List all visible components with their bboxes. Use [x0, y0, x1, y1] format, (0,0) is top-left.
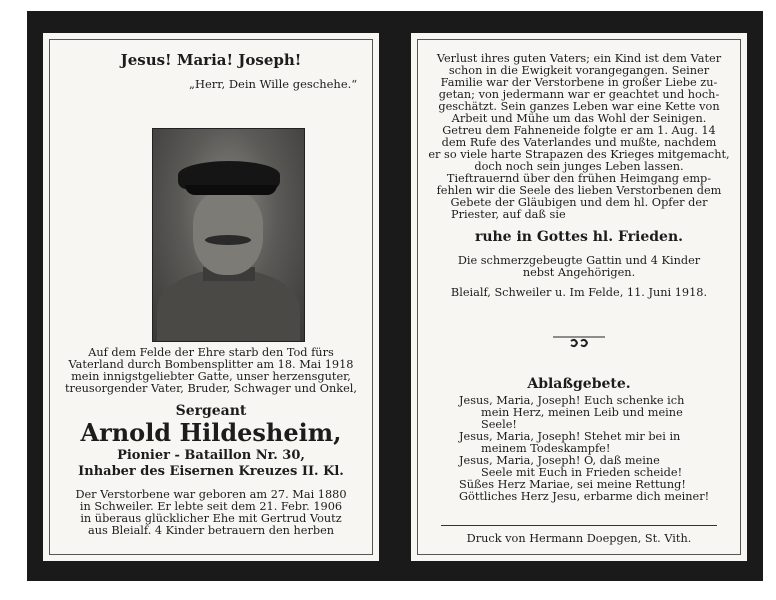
- text-line: schon in die Ewigkeit vorangegangen. Seiner: [448, 64, 710, 77]
- intro-line: Auf dem Felde der Ehre starb den Tod fürs: [88, 346, 334, 359]
- text-line: Tieftrauernd über den frühen Heimgang emp-: [446, 172, 712, 185]
- text-line: Gebete der Gläubigen und dem hl. Opfer der: [450, 196, 708, 209]
- place-date: Bleialf, Schweiler u. Im Felde, 11. Juni 1918.: [450, 286, 708, 299]
- text-line: dem Rufe des Vaterlandes und mußte, nachdem: [441, 136, 717, 149]
- peace-line: ruhe in Gottes hl. Frieden.: [474, 229, 684, 245]
- text-line: Getreu dem Fahneneide folgte er am 1. Aug. 14: [442, 124, 716, 137]
- bio-line: aus Bleialf. 4 Kinder betrauern den herben: [87, 524, 335, 537]
- rank: Sergeant: [175, 403, 247, 419]
- printer-credit: Druck von Hermann Doepgen, St. Vith.: [466, 532, 692, 545]
- text-line: doch noch sein junges Leben lassen.: [474, 160, 684, 173]
- text-line: getan; von jedermann war er geachtet und hoch-: [438, 88, 720, 101]
- text-line: er so viele harte Strapazen des Krieges mitgemacht,: [428, 148, 730, 161]
- right-panel: [411, 33, 747, 561]
- prayer-line: Göttliches Herz Jesu, erbarme dich meiner!: [459, 490, 710, 503]
- prayer-line: Jesus, Maria, Joseph! Euch schenke ich: [459, 394, 685, 407]
- bio-line: in Schweiler. Er lebte seit dem 21. Febr. 1906: [79, 500, 343, 513]
- deceased-name: Arnold Hildesheim,: [80, 418, 342, 447]
- military-unit: Pionier - Bataillon Nr. 30,: [117, 448, 305, 463]
- portrait-photo: [152, 128, 305, 342]
- portrait-cap-visor: [185, 185, 277, 195]
- text-line: geschätzt. Sein ganzes Leben war eine Kette von: [438, 100, 720, 113]
- text-line: Verlust ihres guten Vaters; ein Kind ist dem Vater: [436, 52, 722, 65]
- prayer-line: Jesus, Maria, Joseph! O, daß meine: [459, 454, 660, 467]
- text-line: Arbeit und Mühe um das Wohl der Seinigen.: [451, 112, 707, 125]
- left-panel: [43, 33, 379, 561]
- memorial-card: [27, 11, 763, 581]
- prayer-line: Seele!: [481, 418, 517, 431]
- portrait-mustache: [205, 235, 251, 245]
- mourners-line: Die schmerzgebeugte Gattin und 4 Kinder: [457, 254, 701, 267]
- text-line: fehlen wir die Seele des lieben Verstorbenen dem: [436, 184, 722, 197]
- divider: [441, 525, 717, 526]
- prayers-title: Ablaßgebete.: [527, 376, 631, 392]
- intro-line: Vaterland durch Bombensplitter am 18. Mai 1918: [68, 358, 354, 371]
- bio-line: in überaus glücklicher Ehe mit Gertrud Voutz: [80, 512, 342, 525]
- intro-line: treusorgender Vater, Bruder, Schwager und Onkel,: [65, 382, 357, 395]
- mourners-line: nebst Angehörigen.: [522, 266, 636, 279]
- intro-line: mein innigstgeliebter Gatte, unser herzensguter,: [71, 370, 351, 383]
- prayer-line: mein Herz, meinen Leib und meine: [481, 406, 683, 419]
- decoration: Inhaber des Eisernen Kreuzes II. Kl.: [78, 464, 344, 479]
- prayer-line: Süßes Herz Mariae, sei meine Rettung!: [459, 478, 686, 491]
- invocation-heading: Jesus! Maria! Joseph!: [120, 51, 302, 69]
- prayer-line: meinem Todeskampfe!: [481, 442, 611, 455]
- text-line: Familie war der Verstorbene in großer Liebe zu-: [440, 76, 718, 89]
- prayer-line: Jesus, Maria, Joseph! Stehet mir bei in: [459, 430, 681, 443]
- prayer-line: Seele mit Euch in Frieden scheide!: [481, 466, 683, 479]
- portrait-face: [193, 191, 263, 275]
- bio-line: Der Verstorbene war geboren am 27. Mai 1880: [75, 488, 347, 501]
- motto: „Herr, Dein Wille geschehe.“: [189, 77, 358, 91]
- ornament-icon: [549, 333, 609, 351]
- text-line: Priester, auf daß sie: [451, 208, 566, 221]
